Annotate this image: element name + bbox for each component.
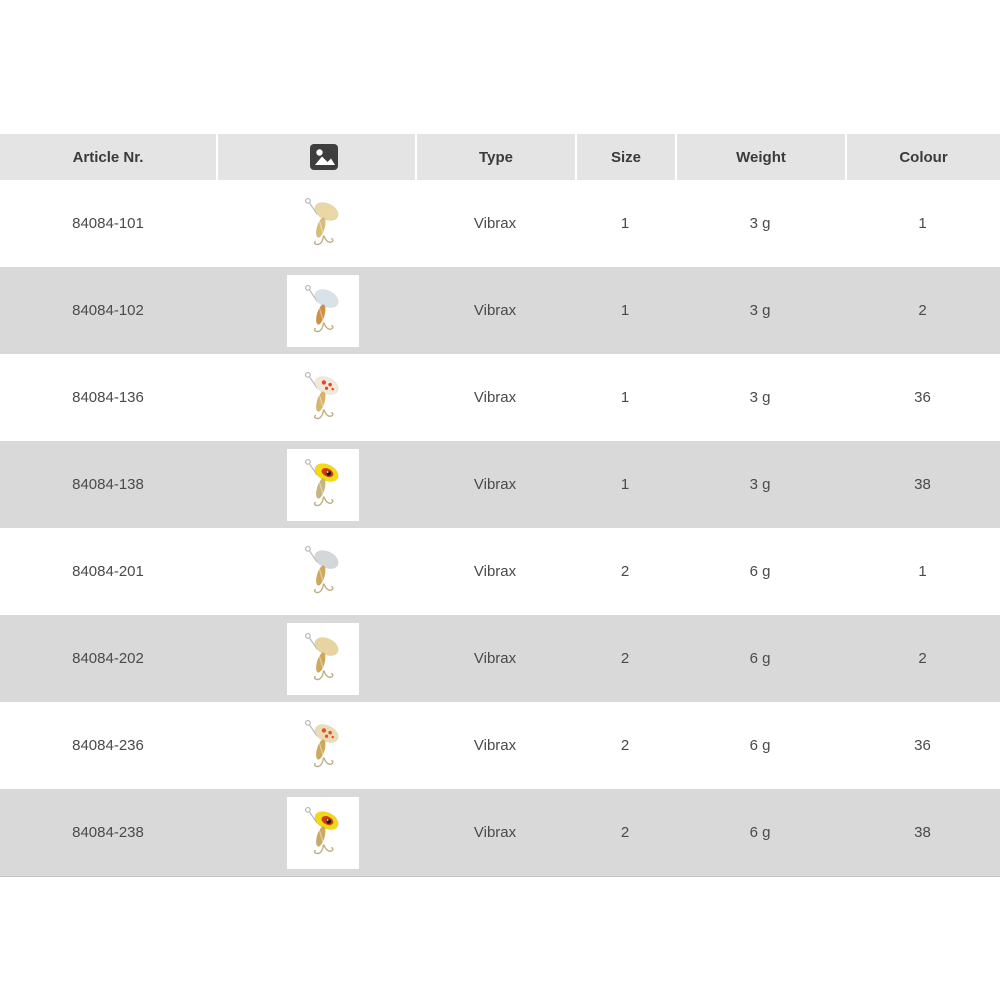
product-image[interactable] <box>287 449 359 521</box>
header-colour: Colour <box>845 134 1000 180</box>
product-image-cell <box>216 267 415 354</box>
type-value: Vibrax <box>473 215 517 232</box>
lure-body <box>314 477 327 499</box>
size-value: 2 <box>620 650 630 667</box>
table-row <box>0 180 1000 267</box>
product-image[interactable] <box>287 275 359 347</box>
product-image-cell <box>216 789 415 876</box>
article-number: 84084-202 <box>72 650 144 667</box>
lure-body <box>314 303 327 325</box>
table-row <box>0 354 1000 441</box>
product-image[interactable] <box>287 188 359 260</box>
colour-value: 1 <box>918 215 927 232</box>
article-number: 84084-201 <box>72 563 144 580</box>
product-variants-table <box>0 134 1000 877</box>
colour-value: 36 <box>914 389 931 406</box>
lure-body <box>314 390 327 412</box>
lure-blade <box>311 372 340 397</box>
product-image[interactable] <box>287 623 359 695</box>
colour-value: 36 <box>914 737 931 754</box>
colour-value: 38 <box>914 476 931 493</box>
weight-value: 6 g <box>749 563 771 580</box>
lure-swivel <box>305 372 310 377</box>
size-value: 1 <box>620 302 630 319</box>
product-image-cell <box>216 441 415 528</box>
lure-swivel <box>305 198 310 203</box>
colour-value: 1 <box>918 563 927 580</box>
article-number: 84084-238 <box>72 824 144 841</box>
product-image-cell <box>216 702 415 789</box>
product-image[interactable] <box>287 362 359 434</box>
header-type: Type <box>415 134 575 180</box>
lure-image <box>291 453 355 517</box>
lure-image <box>291 279 355 343</box>
lure-image <box>291 801 355 865</box>
article-number: 84084-136 <box>72 389 144 406</box>
table-header <box>0 134 1000 180</box>
header-article-nr: Article Nr. <box>72 148 144 166</box>
lure-body <box>314 738 327 760</box>
type-value: Vibrax <box>473 650 517 667</box>
type-value: Vibrax <box>473 389 517 406</box>
weight-value: 3 g <box>749 215 771 232</box>
image-icon <box>309 143 339 171</box>
product-image[interactable] <box>287 536 359 608</box>
weight-value: 3 g <box>749 302 771 319</box>
lure-swivel <box>305 546 310 551</box>
product-image[interactable] <box>287 710 359 782</box>
size-value: 1 <box>620 215 630 232</box>
article-number: 84084-101 <box>72 215 144 232</box>
lure-blade <box>311 546 340 571</box>
article-number: 84084-102 <box>72 302 144 319</box>
header-image-column <box>216 134 415 180</box>
product-image-cell <box>216 615 415 702</box>
weight-value: 6 g <box>749 650 771 667</box>
table-row <box>0 528 1000 615</box>
table-body <box>0 180 1000 877</box>
size-value: 2 <box>620 737 630 754</box>
lure-image <box>291 366 355 430</box>
lure-body <box>314 825 327 847</box>
lure-body <box>314 216 327 238</box>
lure-image <box>291 540 355 604</box>
lure-blade <box>311 633 340 658</box>
header-weight: Weight <box>675 134 845 180</box>
type-value: Vibrax <box>473 476 517 493</box>
weight-value: 6 g <box>749 737 771 754</box>
lure-swivel <box>305 807 310 812</box>
colour-value: 38 <box>914 824 931 841</box>
weight-value: 6 g <box>749 824 771 841</box>
type-value: Vibrax <box>473 737 517 754</box>
product-image-cell <box>216 180 415 267</box>
table-row <box>0 615 1000 702</box>
header-size: Size <box>575 134 675 180</box>
colour-value: 2 <box>918 302 927 319</box>
product-image-cell <box>216 528 415 615</box>
size-value: 2 <box>620 824 630 841</box>
lure-image <box>291 627 355 691</box>
table-row <box>0 702 1000 789</box>
size-value: 1 <box>620 389 630 406</box>
type-value: Vibrax <box>473 824 517 841</box>
lure-swivel <box>305 720 310 725</box>
weight-value: 3 g <box>749 476 771 493</box>
lure-image <box>291 192 355 256</box>
colour-value: 2 <box>918 650 927 667</box>
table-row <box>0 441 1000 528</box>
lure-swivel <box>305 633 310 638</box>
lure-blade <box>311 285 340 310</box>
product-image-cell <box>216 354 415 441</box>
size-value: 2 <box>620 563 630 580</box>
table-row <box>0 789 1000 876</box>
type-value: Vibrax <box>473 563 517 580</box>
lure-image <box>291 714 355 778</box>
lure-swivel <box>305 285 310 290</box>
type-value: Vibrax <box>473 302 517 319</box>
article-number: 84084-138 <box>72 476 144 493</box>
size-value: 1 <box>620 476 630 493</box>
weight-value: 3 g <box>749 389 771 406</box>
lure-blade <box>311 720 340 745</box>
product-image[interactable] <box>287 797 359 869</box>
lure-body <box>314 651 327 673</box>
lure-body <box>314 564 327 586</box>
lure-swivel <box>305 459 310 464</box>
lure-blade <box>311 198 340 223</box>
table-row <box>0 267 1000 354</box>
article-number: 84084-236 <box>72 737 144 754</box>
